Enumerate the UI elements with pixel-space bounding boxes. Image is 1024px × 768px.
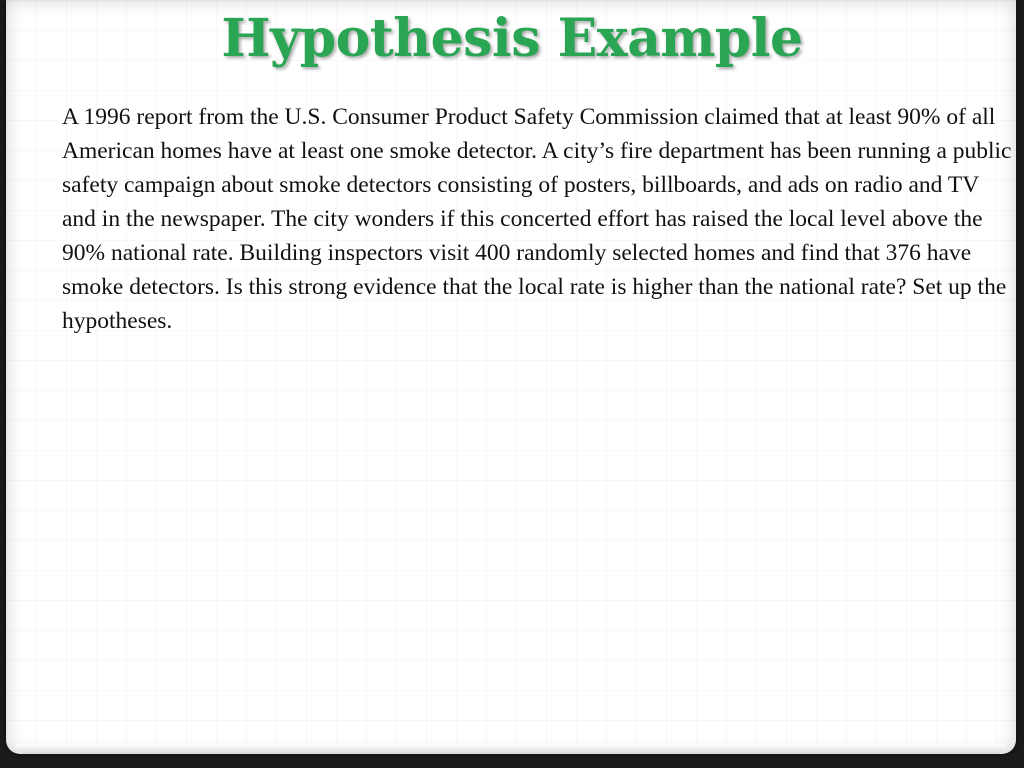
slide-title: Hypothesis Example [221, 8, 803, 69]
paper-bottom-edge [16, 744, 1006, 754]
slide-body-text: A 1996 report from the U.S. Consumer Product Safety Commission claimed that at least 90% of all American homes have at least one smoke detector. A city’s fire department has been running a public safety campaign about smoke detectors consisting of posters, billboards, and ads on radio and TV and in the newspaper. The city wonders if this concerted effort has raised the local level above the 90% national rate. Building inspectors visit 400 randomly selected homes and find that 376 have smoke detectors. Is this strong evidence that the local rate is higher than the national rate? Set up the hypotheses. [62, 104, 1012, 334]
